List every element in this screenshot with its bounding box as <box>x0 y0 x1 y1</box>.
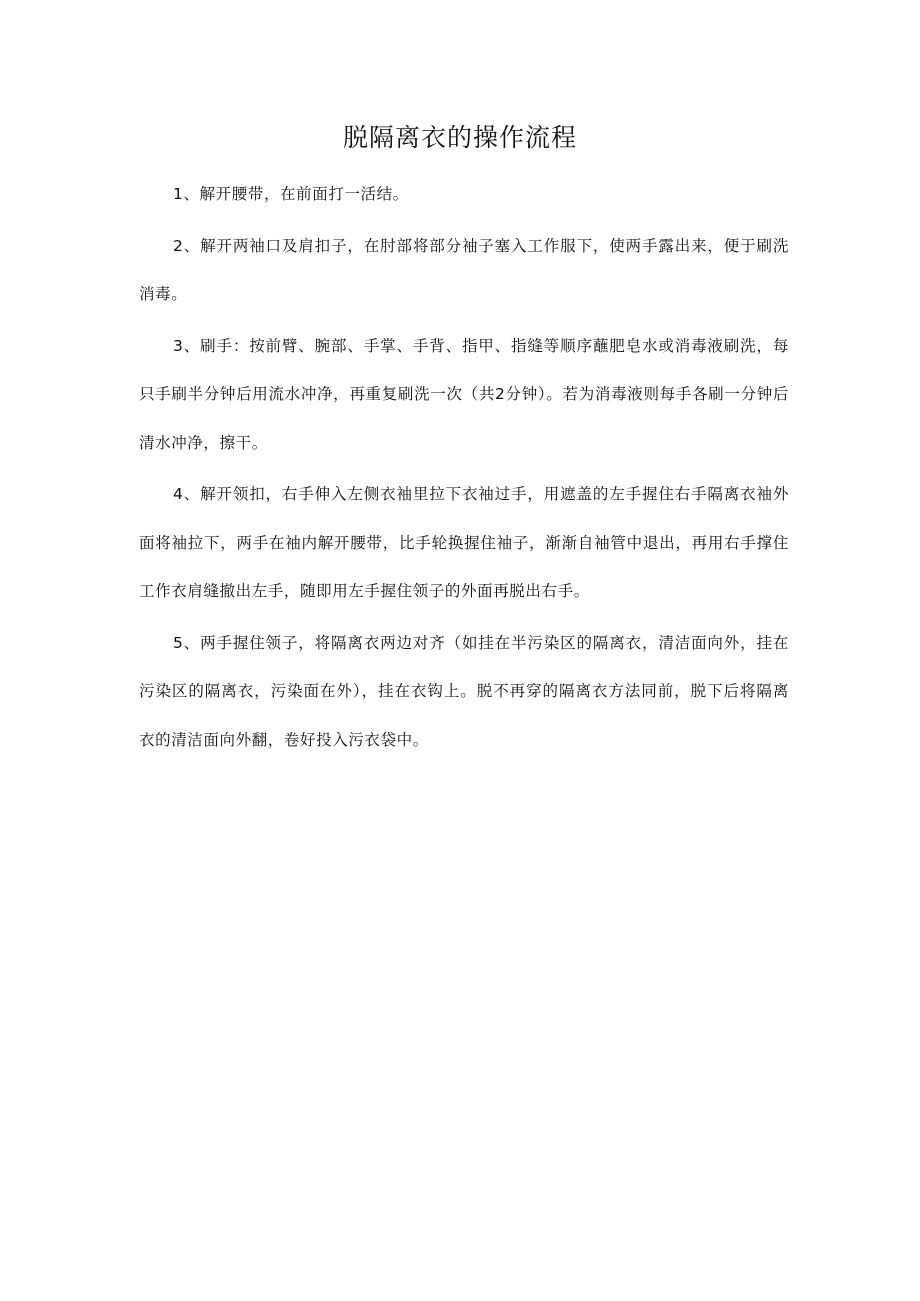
paragraph-step-2: 2、解开两袖口及肩扣子，在肘部将部分袖子塞入工作服下，使两手露出来，便于刷洗消毒。 <box>139 236 789 303</box>
paragraph-step-1: 1、解开腰带，在前面打一活结。 <box>173 185 409 203</box>
document-body <box>139 170 789 767</box>
document-title: 脱隔离衣的操作流程 <box>342 123 577 152</box>
paragraph-step-5: 5、两手握住领子，将隔离衣两边对齐（如挂在半污染区的隔离衣，清洁面向外，挂在污染区的隔离衣，污染面在外），挂在衣钩上。脱不再穿的隔离衣方法同前，脱下后将隔离衣的清洁面向外翻，卷好投入污衣袋中。 <box>139 633 789 749</box>
paragraph-step-4: 4、解开领扣，右手伸入左侧衣袖里拉下衣袖过手，用遮盖的左手握住右手隔离衣袖外面将袖拉下，两手在袖内解开腰带，比手轮换握住袖子，渐渐自袖管中退出，再用右手撑住工作衣肩缝撤出左手，随即用左手握住领子的外面再脱出右手。 <box>139 485 789 600</box>
paragraph-step-3: 3、刷手：按前臂、腕部、手掌、手背、指甲、指缝等顺序蘸肥皂水或消毒液刷洗，每只手刷半分钟后用流水冲净，再重复刷洗一次（共2分钟）。若为消毒液则每手各刷一分钟后清水冲净，擦干。 <box>139 336 789 452</box>
